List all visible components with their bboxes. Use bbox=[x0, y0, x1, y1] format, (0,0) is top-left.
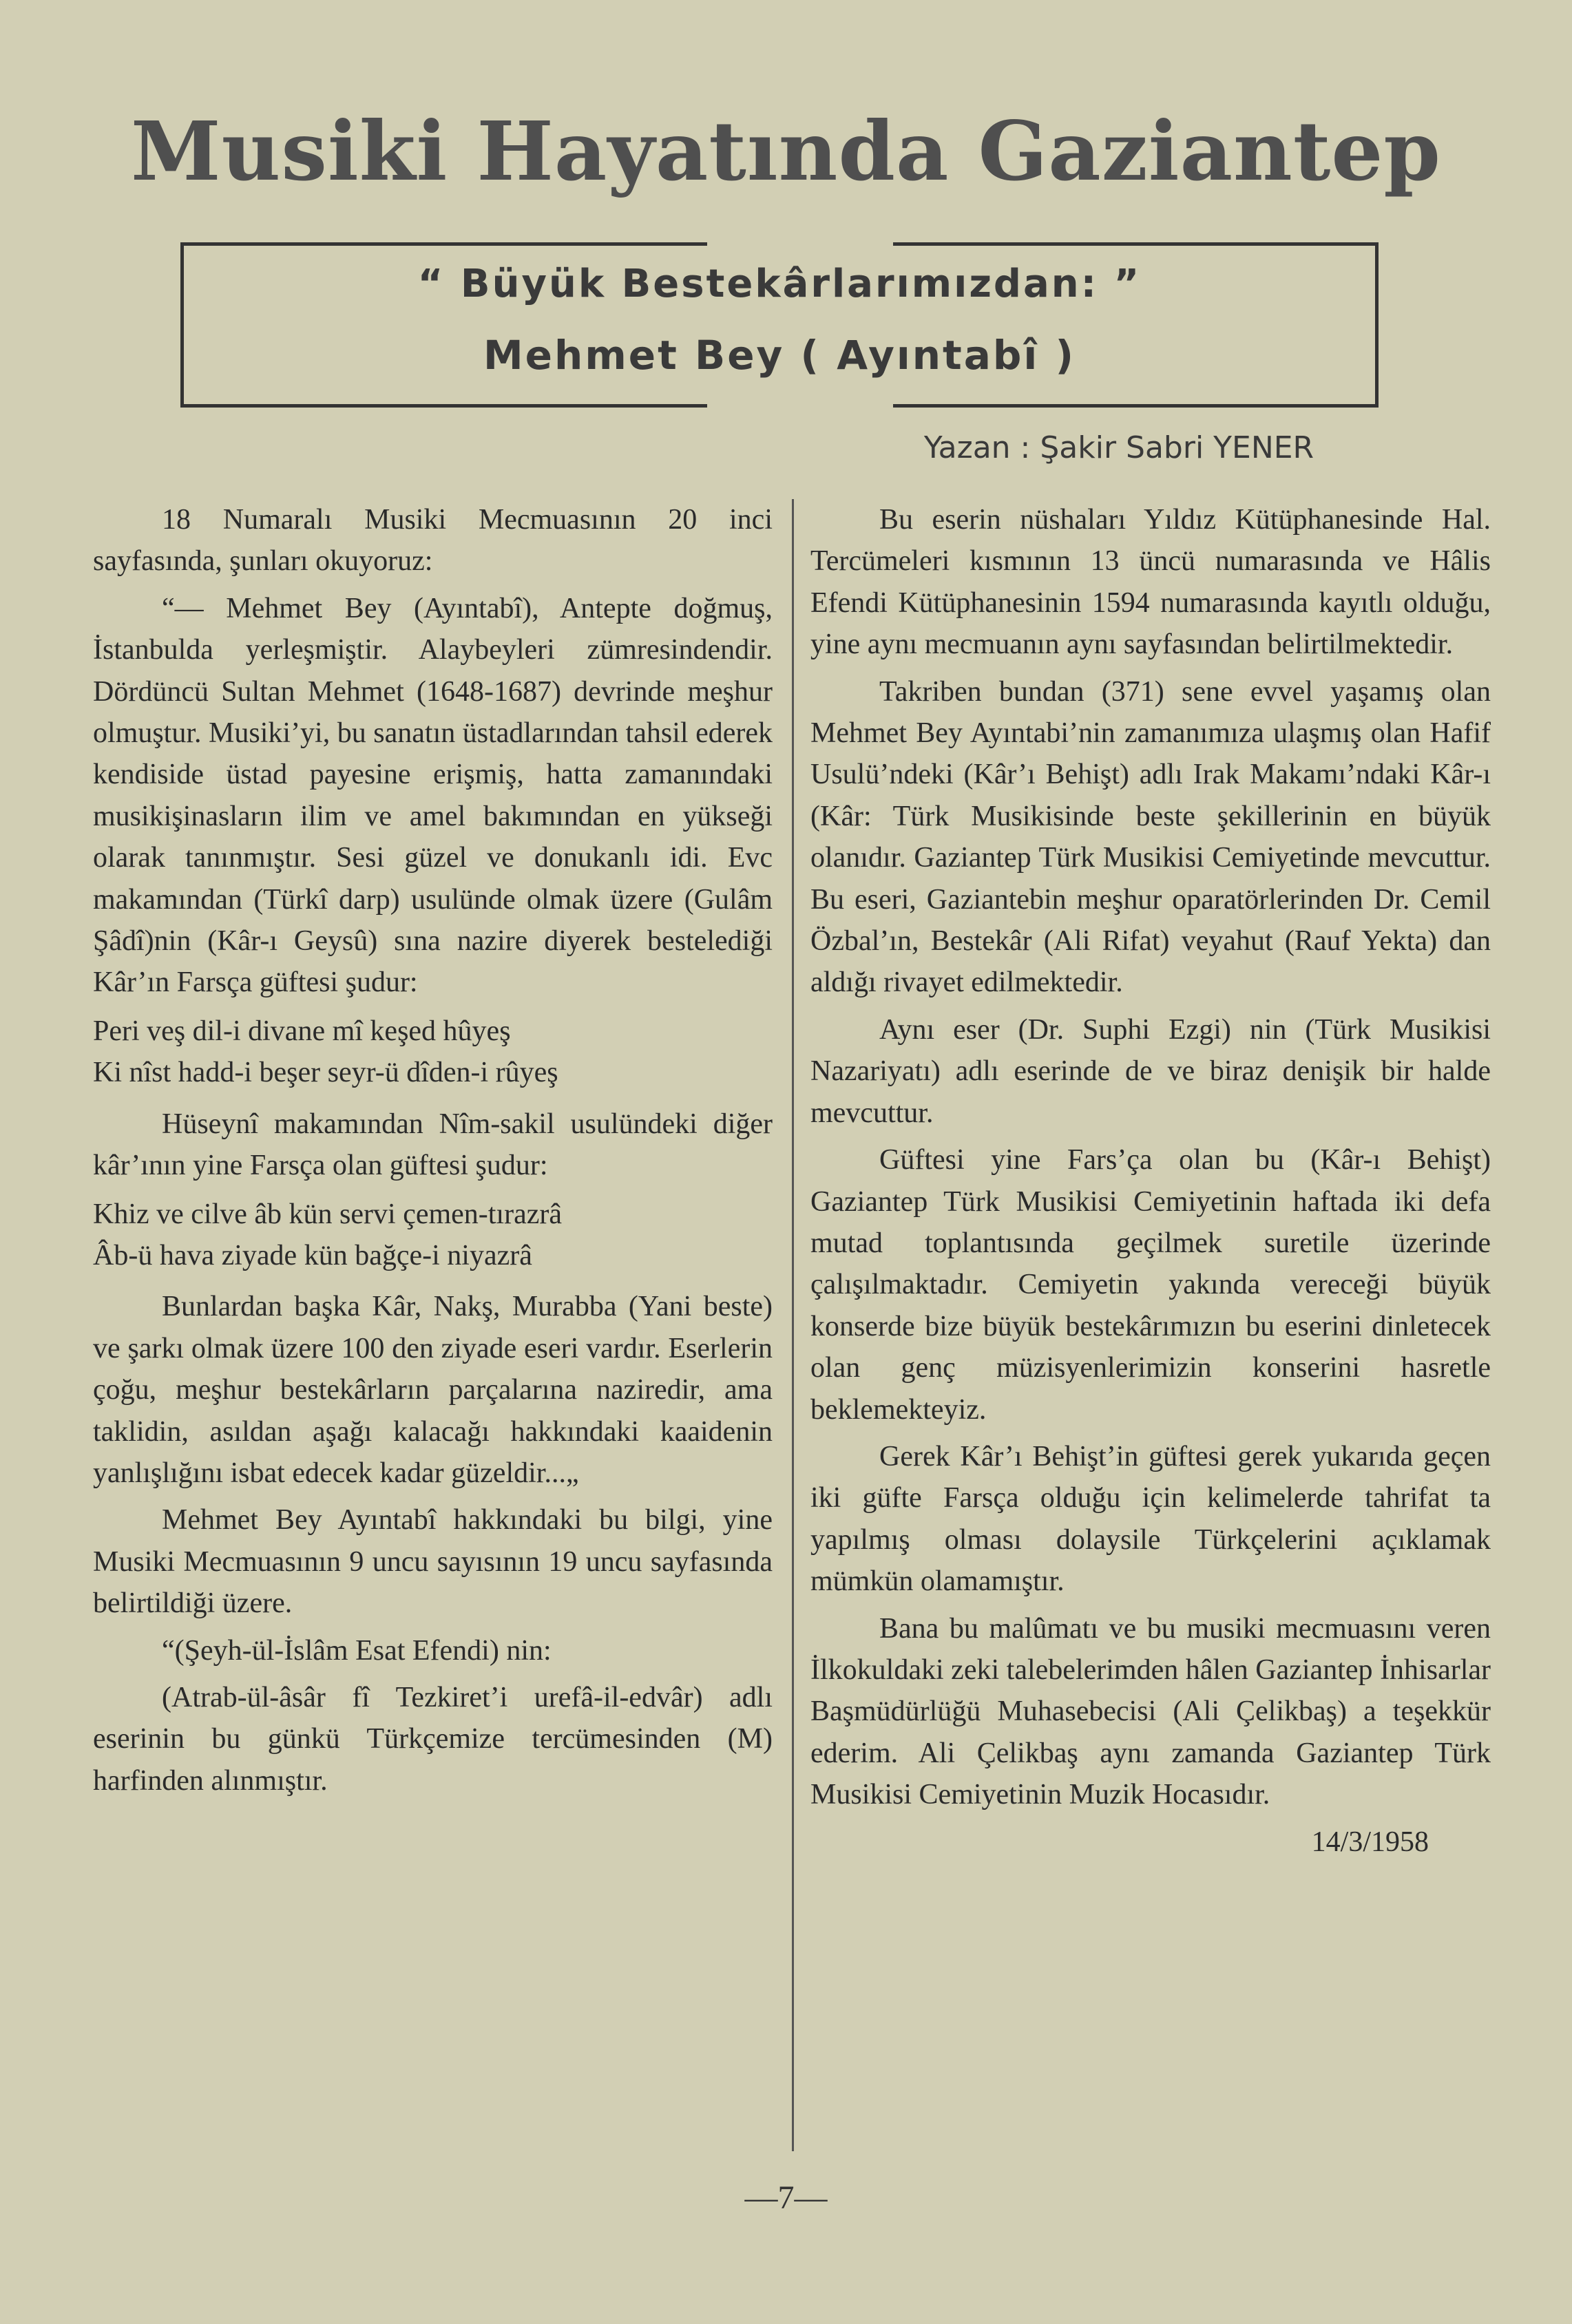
subtitle-line-1: “ Büyük Bestekârlarımızdan: ” bbox=[417, 262, 1142, 306]
paragraph: Bunlardan başka Kâr, Nakş, Murabba (Yani beste) ve şarkı olmak üzere 100 den ziyade eseri vardır. Eserlerin çoğu, meşhur bestekârların parçalarına naziredir, ama taklidin, asıldan aşağı kalacağı hakkındaki kaaidenin yanlışlığını isbat edecek kadar güzeldir...„ bbox=[93, 1291, 773, 1489]
paragraph: Takriben bundan (371) sene evvel yaşamış olan Mehmet Bey Ayıntabi’nin zamanımıza ulaşmış olan Hafif Usulü’ndeki (Kâr’ı Behişt) adlı Irak Makamı’ndaki Kâr-ı (Kâr: Türk Musikisinde beste şekillerinin en büyük olanıdır. Gaziantep Türk Musikisi Cemiyetinde mevcuttur. Bu eseri, Gaziantebin meşhur oparatörlerinden Dr. Cemil Özbal’ın, Bestekâr (Ali Rifat) veyahut (Rauf Yekta) dan aldığı rivayet edilmektedir. bbox=[810, 675, 1491, 999]
verse-line: Âb-ü hava ziyade kün bağçe-i niyazrâ bbox=[93, 1239, 532, 1271]
article-date: 14/3/1958 bbox=[1311, 1826, 1429, 1858]
verse bbox=[93, 1194, 773, 1277]
paragraph: Gerek Kâr’ı Behişt’in güftesi gerek yukarıda geçen iki güfte Farsça olduğu için kelimelerde tahrifat ta yapılmış olması dolaysile Türkçelerini açıklamak mümkün olamamıştır. bbox=[810, 1440, 1491, 1598]
right-column bbox=[810, 499, 1491, 1863]
paragraph: Aynı eser (Dr. Suphi Ezgi) nin (Türk Musikisi Nazariyatı) adlı eserinde de ve biraz denişik bir halde mevcuttur. bbox=[810, 1013, 1491, 1129]
subtitle-box bbox=[180, 242, 1379, 408]
box-rule bbox=[893, 404, 1375, 408]
paragraph: 18 Numaralı Musiki Mecmuasının 20 inci sayfasında, şunları okuyoruz: bbox=[93, 504, 773, 578]
paragraph: Güftesi yine Fars’ça olan bu (Kâr-ı Behişt) Gaziantep Türk Musikisi Cemiyetinin haftada iki defa mutad toplantısında geçilmek suretile üzerinde çalışılmaktadır. Cemiyetin yakında vereceği büyük konserde bize büyük bestekârımızın bu eserini dinletecek olan genç müzisyenlerimizin konserini hasretle beklemekteyiz. bbox=[810, 1144, 1491, 1426]
paragraph: Bu eserin nüshaları Yıldız Kütüphanesinde Hal. Tercümeleri kısmının 13 üncü numarasında ve Hâlis Efendi Kütüphanesinin 1594 numarasında kayıtlı olduğu, yine aynı mecmuanın aynı sayfasından belirtilmektedir. bbox=[810, 504, 1491, 661]
left-column bbox=[93, 499, 773, 1807]
subtitle-line-2: Mehmet Bey ( Ayıntabî ) bbox=[483, 332, 1076, 379]
paragraph: Hüseynî makamından Nîm-sakil usulündeki diğer kâr’ının yine Farsça olan güftesi şudur: bbox=[93, 1108, 773, 1182]
paragraph: “— Mehmet Bey (Ayıntabî), Antepte doğmuş, İstanbulda yerleşmiştir. Alaybeyleri zümresindendir. Dördüncü Sultan Mehmet (1648-1687) devrinde meşhur olmuştur. Musiki’yi, bu sanatın üstadlarından tahsil ederek kendiside üstad payesine erişmiş, hatta zamanındaki musikişinasların ilim ve amel bakımından en yükseği olarak tanınmıştır. Sesi güzel ve donukanlı idi. Evc makamından (Türkî darp) usulünde olmak üzere (Gulâm Şâdî)nin (Kâr-ı Geysû) sına nazire diyerek bestelediği Kâr’ın Farsça güftesi şudur: bbox=[93, 592, 773, 999]
page-number: —7— bbox=[744, 2179, 828, 2216]
author-byline: Yazan : Şakir Sabri YENER bbox=[923, 430, 1314, 465]
dateline bbox=[810, 1821, 1491, 1863]
verse bbox=[93, 1011, 773, 1094]
column-divider bbox=[792, 499, 794, 2151]
verse-line: Peri veş dil-i divane mî keşed hûyeş bbox=[93, 1015, 511, 1047]
verse-line: Khiz ve cilve âb kün servi çemen-tırazrâ bbox=[93, 1198, 563, 1230]
box-rule bbox=[893, 242, 1375, 246]
box-rule bbox=[184, 404, 707, 408]
paragraph: “(Şeyh-ül-İslâm Esat Efendi) nin: bbox=[162, 1634, 552, 1667]
paragraph: (Atrab-ül-âsâr fî Tezkiret’i urefâ-il-edvâr) adlı eserinin bu günkü Türkçemize tercümesinden (M) harfinden alınmıştır. bbox=[93, 1681, 773, 1797]
paragraph: Bana bu malûmatı ve bu musiki mecmuasını veren İlkokuldaki zeki talebelerimden hâlen Gaziantep İnhisarlar Başmüdürlüğü Muhasebecisi (Ali Çelikbaş) a teşekkür ederim. Ali Çelikbaş aynı zamanda Gaziantep Türk Musikisi Cemiyetinin Muzik Hocasıdır. bbox=[810, 1612, 1491, 1811]
verse-line: Ki nîst hadd-i beşer seyr-ü dîden-i rûyeş bbox=[93, 1057, 558, 1089]
box-rule bbox=[184, 242, 707, 246]
page-title: Musiki Hayatında Gaziantep bbox=[131, 103, 1441, 199]
paragraph: Mehmet Bey Ayıntabî hakkındaki bu bilgi, yine Musiki Mecmuasının 9 uncu sayısının 19 uncu sayfasında belirtildiği üzere. bbox=[93, 1504, 773, 1620]
